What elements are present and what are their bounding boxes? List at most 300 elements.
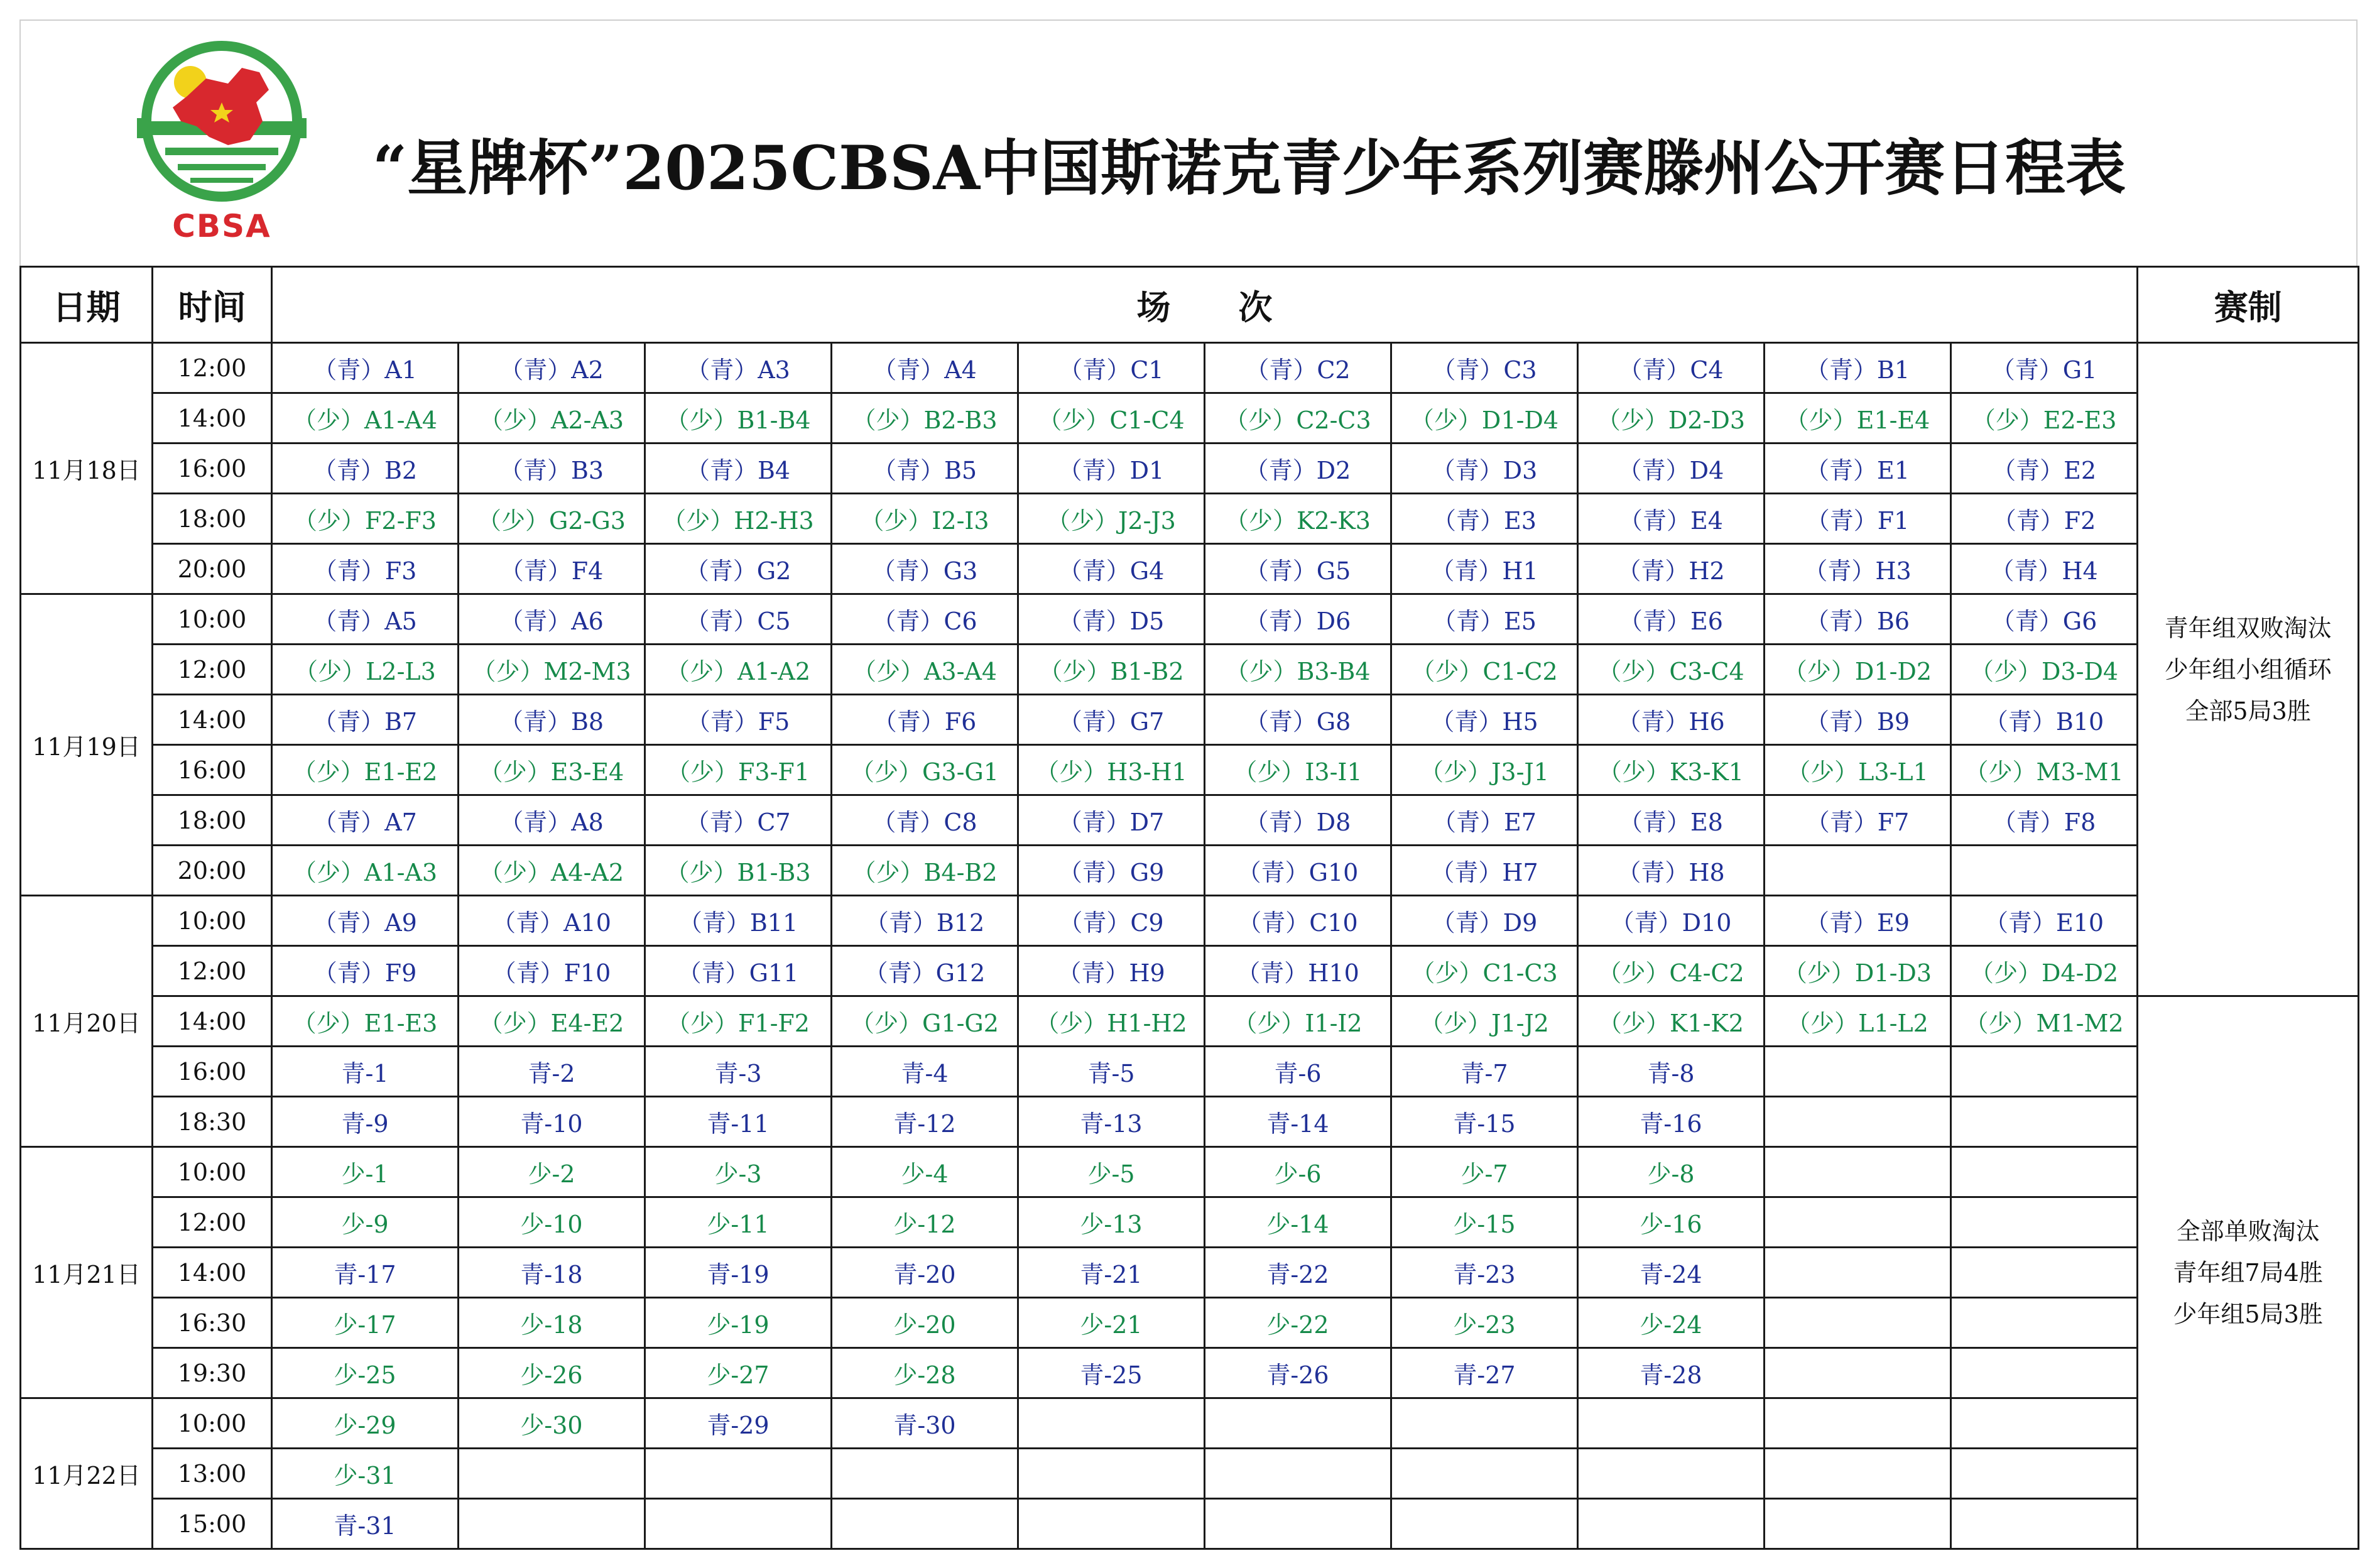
match-cell: （青）B5 bbox=[832, 444, 1018, 494]
match-cell bbox=[1018, 1449, 1205, 1499]
match-cell bbox=[459, 1449, 645, 1499]
date-cell: 11月22日 bbox=[21, 1398, 153, 1549]
match-cell: 青-25 bbox=[1018, 1348, 1205, 1398]
match-cell: 青-6 bbox=[1205, 1047, 1391, 1097]
match-cell: （少）E2-E3 bbox=[1951, 393, 2138, 444]
match-cell: （青）G6 bbox=[1951, 594, 2138, 645]
time-cell: 10:00 bbox=[153, 896, 272, 946]
match-cell: （青）C4 bbox=[1578, 343, 1765, 393]
match-cell: （青）A6 bbox=[459, 594, 645, 645]
match-cell: （青）D6 bbox=[1205, 594, 1391, 645]
match-cell: （青）F8 bbox=[1951, 795, 2138, 846]
match-cell: 少-16 bbox=[1578, 1197, 1765, 1248]
match-cell bbox=[1951, 846, 2138, 896]
format-knockout-stage bbox=[2138, 996, 2359, 1549]
match-cell: 少-31 bbox=[272, 1449, 459, 1499]
match-cell: （少）G1-G2 bbox=[832, 996, 1018, 1047]
match-cell bbox=[1765, 1147, 1951, 1197]
match-cell: 少-21 bbox=[1018, 1298, 1205, 1348]
match-cell: （青）D1 bbox=[1018, 444, 1205, 494]
match-cell: 少-18 bbox=[459, 1298, 645, 1348]
match-cell: （青）E6 bbox=[1578, 594, 1765, 645]
match-cell: 少-14 bbox=[1205, 1197, 1391, 1248]
format-line: 少年组5局3胜 bbox=[2173, 1300, 2323, 1328]
match-cell: （少）D1-D3 bbox=[1765, 946, 1951, 996]
match-cell: 少-15 bbox=[1391, 1197, 1578, 1248]
match-cell: （青）F4 bbox=[459, 544, 645, 594]
schedule-row bbox=[21, 1348, 2359, 1398]
match-cell: （少）A4-A2 bbox=[459, 846, 645, 896]
schedule-row bbox=[21, 695, 2359, 745]
match-cell: （青）B8 bbox=[459, 695, 645, 745]
match-cell: （青）F7 bbox=[1765, 795, 1951, 846]
time-cell: 16:00 bbox=[153, 1047, 272, 1097]
schedule-row bbox=[21, 393, 2359, 444]
match-cell: （少）H1-H2 bbox=[1018, 996, 1205, 1047]
match-cell: （少）I1-I2 bbox=[1205, 996, 1391, 1047]
match-cell bbox=[1951, 1047, 2138, 1097]
match-cell: 青-11 bbox=[645, 1097, 832, 1147]
match-cell bbox=[1951, 1298, 2138, 1348]
schedule-row bbox=[21, 544, 2359, 594]
match-cell: （少）H2-H3 bbox=[645, 494, 832, 544]
match-cell: 少-30 bbox=[459, 1398, 645, 1449]
match-cell: （青）H9 bbox=[1018, 946, 1205, 996]
match-cell bbox=[459, 1499, 645, 1549]
match-cell bbox=[1765, 1298, 1951, 1348]
match-cell: （少）L3-L1 bbox=[1765, 745, 1951, 795]
match-cell: （少）A1-A4 bbox=[272, 393, 459, 444]
schedule-row bbox=[21, 1047, 2359, 1097]
time-cell: 14:00 bbox=[153, 1248, 272, 1298]
time-cell: 10:00 bbox=[153, 1398, 272, 1449]
match-cell: 青-28 bbox=[1578, 1348, 1765, 1398]
time-cell: 10:00 bbox=[153, 1147, 272, 1197]
date-cell: 11月19日 bbox=[21, 594, 153, 896]
date-cell: 11月21日 bbox=[21, 1147, 153, 1398]
schedule-row bbox=[21, 1499, 2359, 1549]
match-cell: （少）D1-D4 bbox=[1391, 393, 1578, 444]
match-cell: （少）A2-A3 bbox=[459, 393, 645, 444]
match-cell: （青）F3 bbox=[272, 544, 459, 594]
schedule-row bbox=[21, 1449, 2359, 1499]
match-cell: 青-30 bbox=[832, 1398, 1018, 1449]
header-row bbox=[21, 267, 2359, 343]
match-cell bbox=[1018, 1499, 1205, 1549]
match-cell: （青）H6 bbox=[1578, 695, 1765, 745]
time-cell: 19:30 bbox=[153, 1348, 272, 1398]
match-cell: （少）D2-D3 bbox=[1578, 393, 1765, 444]
match-cell: （少）D3-D4 bbox=[1951, 645, 2138, 695]
match-cell bbox=[1951, 1147, 2138, 1197]
match-cell: （少）J3-J1 bbox=[1391, 745, 1578, 795]
match-cell: （青）C7 bbox=[645, 795, 832, 846]
match-cell: （青）F1 bbox=[1765, 494, 1951, 544]
match-cell bbox=[1765, 1398, 1951, 1449]
match-cell: 青-24 bbox=[1578, 1248, 1765, 1298]
match-cell: （少）F2-F3 bbox=[272, 494, 459, 544]
match-cell: （青）F5 bbox=[645, 695, 832, 745]
format-group-stage bbox=[2138, 343, 2359, 996]
match-cell: 青-14 bbox=[1205, 1097, 1391, 1147]
match-cell: （青）F10 bbox=[459, 946, 645, 996]
match-cell: （青）B10 bbox=[1951, 695, 2138, 745]
match-cell: （青）E3 bbox=[1391, 494, 1578, 544]
match-cell: （青）F2 bbox=[1951, 494, 2138, 544]
match-cell: 青-5 bbox=[1018, 1047, 1205, 1097]
match-cell: （少）A1-A3 bbox=[272, 846, 459, 896]
match-cell: （青）C6 bbox=[832, 594, 1018, 645]
match-cell: （少）J2-J3 bbox=[1018, 494, 1205, 544]
match-cell: （青）A3 bbox=[645, 343, 832, 393]
format-line: 青年组7局4胜 bbox=[2173, 1258, 2323, 1287]
match-cell: 青-12 bbox=[832, 1097, 1018, 1147]
match-cell bbox=[1578, 1449, 1765, 1499]
match-cell: 少-29 bbox=[272, 1398, 459, 1449]
time-cell: 12:00 bbox=[153, 946, 272, 996]
match-cell bbox=[1578, 1499, 1765, 1549]
schedule-row bbox=[21, 1398, 2359, 1449]
match-cell: （青）E4 bbox=[1578, 494, 1765, 544]
match-cell: （青）H3 bbox=[1765, 544, 1951, 594]
time-cell: 16:30 bbox=[153, 1298, 272, 1348]
match-cell: 青-1 bbox=[272, 1047, 459, 1097]
match-cell: （青）E9 bbox=[1765, 896, 1951, 946]
match-cell: （少）D1-D2 bbox=[1765, 645, 1951, 695]
schedule-row bbox=[21, 1248, 2359, 1298]
match-cell: （少）A3-A4 bbox=[832, 645, 1018, 695]
match-cell: 少-7 bbox=[1391, 1147, 1578, 1197]
match-cell: （少）M1-M2 bbox=[1951, 996, 2138, 1047]
match-cell: 少-20 bbox=[832, 1298, 1018, 1348]
match-cell bbox=[645, 1499, 832, 1549]
match-cell: （青）D4 bbox=[1578, 444, 1765, 494]
match-cell: （青）B11 bbox=[645, 896, 832, 946]
schedule-table bbox=[19, 266, 2359, 1550]
match-cell bbox=[1765, 1097, 1951, 1147]
match-cell: （青）A1 bbox=[272, 343, 459, 393]
match-cell: （少）I2-I3 bbox=[832, 494, 1018, 544]
match-cell: 少-12 bbox=[832, 1197, 1018, 1248]
match-cell: 青-10 bbox=[459, 1097, 645, 1147]
match-cell: （少）D4-D2 bbox=[1951, 946, 2138, 996]
match-cell bbox=[1765, 1348, 1951, 1398]
match-cell: （青）C5 bbox=[645, 594, 832, 645]
match-cell bbox=[1765, 1248, 1951, 1298]
match-cell bbox=[1951, 1248, 2138, 1298]
schedule-row bbox=[21, 343, 2359, 393]
match-cell bbox=[1391, 1398, 1578, 1449]
time-cell: 14:00 bbox=[153, 393, 272, 444]
match-cell bbox=[1951, 1499, 2138, 1549]
match-cell: 少-2 bbox=[459, 1147, 645, 1197]
match-cell: （少）J1-J2 bbox=[1391, 996, 1578, 1047]
match-cell: 少-6 bbox=[1205, 1147, 1391, 1197]
match-cell: （青）D7 bbox=[1018, 795, 1205, 846]
time-cell: 13:00 bbox=[153, 1449, 272, 1499]
match-cell: （青）D9 bbox=[1391, 896, 1578, 946]
match-cell: （青）H10 bbox=[1205, 946, 1391, 996]
match-cell: （青）H4 bbox=[1951, 544, 2138, 594]
match-cell: （青）E10 bbox=[1951, 896, 2138, 946]
schedule-row bbox=[21, 996, 2359, 1047]
match-cell: 青-13 bbox=[1018, 1097, 1205, 1147]
match-cell: （少）I3-I1 bbox=[1205, 745, 1391, 795]
time-cell: 10:00 bbox=[153, 594, 272, 645]
match-cell: 青-3 bbox=[645, 1047, 832, 1097]
match-cell: （少）G2-G3 bbox=[459, 494, 645, 544]
match-cell: （少）C2-C3 bbox=[1205, 393, 1391, 444]
match-cell: （少）F3-F1 bbox=[645, 745, 832, 795]
match-cell: （青）H8 bbox=[1578, 846, 1765, 896]
match-cell: （青）G10 bbox=[1205, 846, 1391, 896]
match-cell: （少）C3-C4 bbox=[1578, 645, 1765, 695]
match-cell bbox=[1205, 1398, 1391, 1449]
time-cell: 20:00 bbox=[153, 846, 272, 896]
schedule-row bbox=[21, 896, 2359, 946]
match-cell bbox=[1205, 1499, 1391, 1549]
schedule-row bbox=[21, 645, 2359, 695]
match-cell: （青）A7 bbox=[272, 795, 459, 846]
match-cell: 少-10 bbox=[459, 1197, 645, 1248]
format-line: 青年组双败淘汰 bbox=[2164, 614, 2332, 642]
match-cell bbox=[1951, 1097, 2138, 1147]
match-cell bbox=[645, 1449, 832, 1499]
match-cell: 少-28 bbox=[832, 1348, 1018, 1398]
match-cell: （青）G11 bbox=[645, 946, 832, 996]
logo-text: CBSA bbox=[172, 208, 271, 244]
format-line: 全部单败淘汰 bbox=[2176, 1217, 2320, 1245]
schedule-row bbox=[21, 494, 2359, 544]
format-line: 全部5局3胜 bbox=[2185, 697, 2311, 725]
time-cell: 14:00 bbox=[153, 996, 272, 1047]
match-cell: 少-3 bbox=[645, 1147, 832, 1197]
match-cell: （青）F9 bbox=[272, 946, 459, 996]
match-cell: （青）D8 bbox=[1205, 795, 1391, 846]
page-title: “星牌杯”2025CBSA中国斯诺克青少年系列赛滕州公开赛日程表 bbox=[373, 133, 2126, 204]
match-cell bbox=[1951, 1197, 2138, 1248]
match-cell: 少-25 bbox=[272, 1348, 459, 1398]
match-cell: （青）H1 bbox=[1391, 544, 1578, 594]
matches-column-header: 场 次 bbox=[272, 267, 2138, 343]
match-cell: 青-18 bbox=[459, 1248, 645, 1298]
match-cell: （少）C1-C2 bbox=[1391, 645, 1578, 695]
match-cell bbox=[1951, 1348, 2138, 1398]
match-cell: （青）G4 bbox=[1018, 544, 1205, 594]
match-cell: （青）A10 bbox=[459, 896, 645, 946]
match-cell: （少）H3-H1 bbox=[1018, 745, 1205, 795]
match-cell: （青）D3 bbox=[1391, 444, 1578, 494]
match-cell: （少）E3-E4 bbox=[459, 745, 645, 795]
match-cell: 少-27 bbox=[645, 1348, 832, 1398]
match-cell: 青-29 bbox=[645, 1398, 832, 1449]
match-cell: （少）L2-L3 bbox=[272, 645, 459, 695]
match-cell: 青-19 bbox=[645, 1248, 832, 1298]
match-cell: （青）B7 bbox=[272, 695, 459, 745]
match-cell: （少）K2-K3 bbox=[1205, 494, 1391, 544]
match-cell: 少-5 bbox=[1018, 1147, 1205, 1197]
match-cell bbox=[1765, 1047, 1951, 1097]
match-cell: 青-8 bbox=[1578, 1047, 1765, 1097]
match-cell: （青）B6 bbox=[1765, 594, 1951, 645]
time-cell: 12:00 bbox=[153, 343, 272, 393]
match-cell: （少）B3-B4 bbox=[1205, 645, 1391, 695]
match-cell bbox=[1951, 1398, 2138, 1449]
match-cell: （少）E4-E2 bbox=[459, 996, 645, 1047]
schedule-row bbox=[21, 946, 2359, 996]
match-cell: （青）H7 bbox=[1391, 846, 1578, 896]
match-cell: 青-17 bbox=[272, 1248, 459, 1298]
match-cell: （少）M2-M3 bbox=[459, 645, 645, 695]
match-cell: （青）E7 bbox=[1391, 795, 1578, 846]
match-cell: 青-23 bbox=[1391, 1248, 1578, 1298]
match-cell: （青）B12 bbox=[832, 896, 1018, 946]
match-cell: 少-1 bbox=[272, 1147, 459, 1197]
match-cell: （青）F6 bbox=[832, 695, 1018, 745]
match-cell: （青）G12 bbox=[832, 946, 1018, 996]
match-cell bbox=[1391, 1499, 1578, 1549]
schedule-row bbox=[21, 1147, 2359, 1197]
format-line: 少年组小组循环 bbox=[2164, 655, 2332, 683]
match-cell bbox=[1578, 1398, 1765, 1449]
match-cell: 青-15 bbox=[1391, 1097, 1578, 1147]
match-cell: 青-9 bbox=[272, 1097, 459, 1147]
match-cell: （少）B1-B3 bbox=[645, 846, 832, 896]
schedule-row bbox=[21, 1298, 2359, 1348]
match-cell bbox=[832, 1499, 1018, 1549]
match-cell: （青）G2 bbox=[645, 544, 832, 594]
time-cell: 18:00 bbox=[153, 795, 272, 846]
match-cell: （青）A9 bbox=[272, 896, 459, 946]
match-cell: 青-22 bbox=[1205, 1248, 1391, 1298]
match-cell: （少）E1-E3 bbox=[272, 996, 459, 1047]
match-cell: （青）E1 bbox=[1765, 444, 1951, 494]
match-cell: （青）A5 bbox=[272, 594, 459, 645]
match-cell: 少-11 bbox=[645, 1197, 832, 1248]
match-cell: 少-9 bbox=[272, 1197, 459, 1248]
match-cell bbox=[1765, 846, 1951, 896]
match-cell: （少）B2-B3 bbox=[832, 393, 1018, 444]
match-cell: 青-2 bbox=[459, 1047, 645, 1097]
match-cell: 少-13 bbox=[1018, 1197, 1205, 1248]
schedule-row bbox=[21, 1097, 2359, 1147]
match-cell: （少）C1-C3 bbox=[1391, 946, 1578, 996]
time-cell: 12:00 bbox=[153, 1197, 272, 1248]
match-cell: （少）B1-B4 bbox=[645, 393, 832, 444]
match-cell: （青）G5 bbox=[1205, 544, 1391, 594]
match-cell: （少）B1-B2 bbox=[1018, 645, 1205, 695]
match-cell: （青）G7 bbox=[1018, 695, 1205, 745]
schedule-row bbox=[21, 594, 2359, 645]
china-map-emblem-icon bbox=[128, 33, 316, 209]
match-cell: 少-26 bbox=[459, 1348, 645, 1398]
match-cell: （少）B4-B2 bbox=[832, 846, 1018, 896]
time-cell: 20:00 bbox=[153, 544, 272, 594]
match-cell: （青）A4 bbox=[832, 343, 1018, 393]
time-cell: 15:00 bbox=[153, 1499, 272, 1549]
match-cell: （少）E1-E2 bbox=[272, 745, 459, 795]
match-cell: 青-4 bbox=[832, 1047, 1018, 1097]
match-cell: 少-19 bbox=[645, 1298, 832, 1348]
match-cell: （青）H2 bbox=[1578, 544, 1765, 594]
match-cell: 少-17 bbox=[272, 1298, 459, 1348]
match-cell: 青-31 bbox=[272, 1499, 459, 1549]
match-cell: （少）C1-C4 bbox=[1018, 393, 1205, 444]
match-cell: 青-20 bbox=[832, 1248, 1018, 1298]
match-cell: （青）G9 bbox=[1018, 846, 1205, 896]
match-cell: （青）A8 bbox=[459, 795, 645, 846]
match-cell: 少-22 bbox=[1205, 1298, 1391, 1348]
match-cell: 少-4 bbox=[832, 1147, 1018, 1197]
match-cell: 青-16 bbox=[1578, 1097, 1765, 1147]
match-cell bbox=[1765, 1197, 1951, 1248]
schedule-row bbox=[21, 846, 2359, 896]
match-cell: （青）G8 bbox=[1205, 695, 1391, 745]
match-cell: （青）E2 bbox=[1951, 444, 2138, 494]
match-cell: （青）C8 bbox=[832, 795, 1018, 846]
match-cell: （青）B4 bbox=[645, 444, 832, 494]
schedule-row bbox=[21, 795, 2359, 846]
match-cell bbox=[1018, 1398, 1205, 1449]
cbsa-logo bbox=[128, 33, 316, 259]
date-cell: 11月20日 bbox=[21, 896, 153, 1147]
match-cell: （青）D10 bbox=[1578, 896, 1765, 946]
match-cell: （青）B9 bbox=[1765, 695, 1951, 745]
time-cell: 14:00 bbox=[153, 695, 272, 745]
match-cell: （青）B2 bbox=[272, 444, 459, 494]
match-cell: （青）D2 bbox=[1205, 444, 1391, 494]
match-cell bbox=[1951, 1449, 2138, 1499]
time-column-header: 时间 bbox=[153, 267, 272, 343]
match-cell: （青）E8 bbox=[1578, 795, 1765, 846]
match-cell: （青）C1 bbox=[1018, 343, 1205, 393]
match-cell: （少）G3-G1 bbox=[832, 745, 1018, 795]
match-cell: （青）C10 bbox=[1205, 896, 1391, 946]
match-cell: 青-26 bbox=[1205, 1348, 1391, 1398]
match-cell: （青）B1 bbox=[1765, 343, 1951, 393]
match-cell bbox=[1765, 1499, 1951, 1549]
format-column-header: 赛制 bbox=[2138, 267, 2359, 343]
match-cell: 青-21 bbox=[1018, 1248, 1205, 1298]
match-cell: 少-8 bbox=[1578, 1147, 1765, 1197]
match-cell: （少）E1-E4 bbox=[1765, 393, 1951, 444]
match-cell: （青）G1 bbox=[1951, 343, 2138, 393]
match-cell: 少-24 bbox=[1578, 1298, 1765, 1348]
schedule-row bbox=[21, 444, 2359, 494]
header-panel bbox=[19, 19, 2358, 266]
time-cell: 18:00 bbox=[153, 494, 272, 544]
match-cell: （青）E5 bbox=[1391, 594, 1578, 645]
match-cell bbox=[832, 1449, 1018, 1499]
match-cell: （青）A2 bbox=[459, 343, 645, 393]
match-cell: 青-7 bbox=[1391, 1047, 1578, 1097]
match-cell bbox=[1765, 1449, 1951, 1499]
match-cell: （少）L1-L2 bbox=[1765, 996, 1951, 1047]
match-cell bbox=[1391, 1449, 1578, 1499]
match-cell: （青）C3 bbox=[1391, 343, 1578, 393]
schedule-row bbox=[21, 745, 2359, 795]
time-cell: 12:00 bbox=[153, 645, 272, 695]
match-cell: （青）B3 bbox=[459, 444, 645, 494]
time-cell: 16:00 bbox=[153, 745, 272, 795]
schedule-row bbox=[21, 1197, 2359, 1248]
match-cell bbox=[1205, 1449, 1391, 1499]
match-cell: （青）C2 bbox=[1205, 343, 1391, 393]
match-cell: （少）M3-M1 bbox=[1951, 745, 2138, 795]
match-cell: （少）A1-A2 bbox=[645, 645, 832, 695]
match-cell: （青）G3 bbox=[832, 544, 1018, 594]
date-cell: 11月18日 bbox=[21, 343, 153, 594]
